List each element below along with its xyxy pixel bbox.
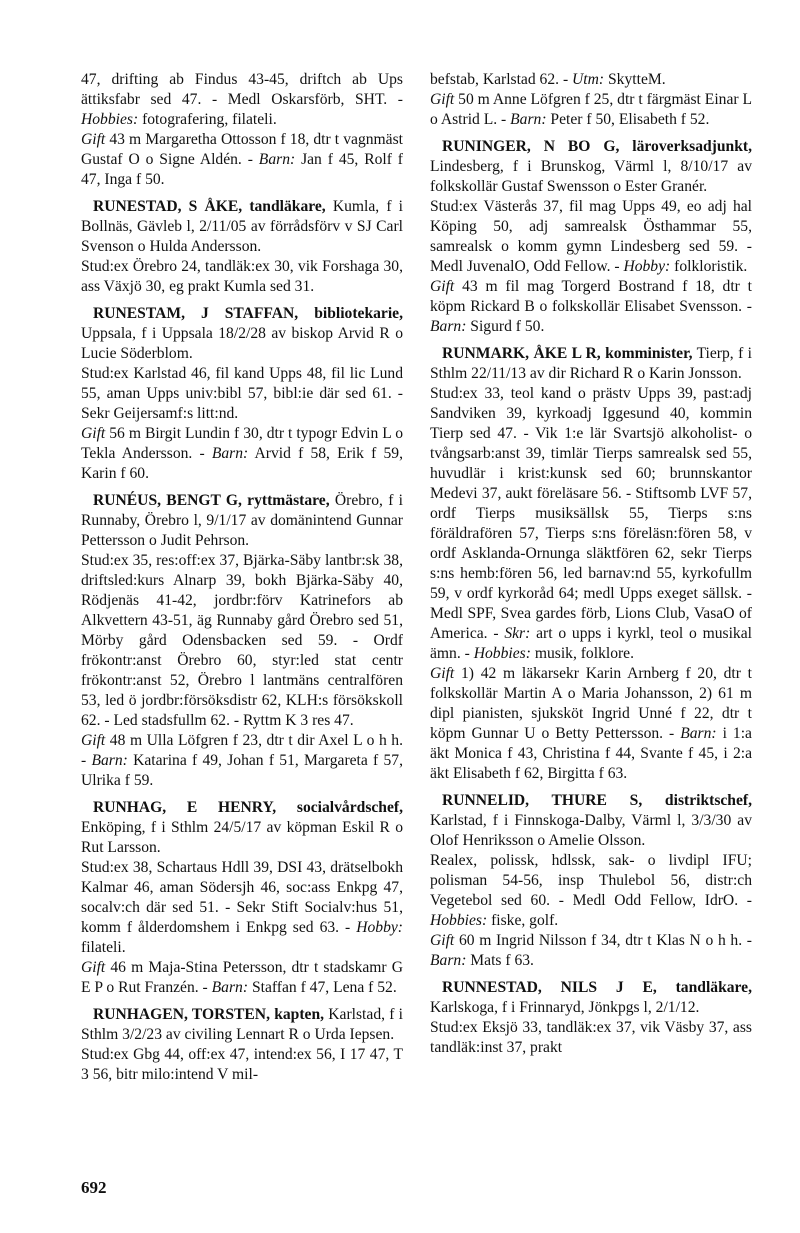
entry-paragraph bbox=[430, 90, 752, 130]
entry-text: art o upps i kyrkl, teol o musikal ämn. - bbox=[430, 625, 752, 662]
biography-entry bbox=[430, 791, 752, 971]
entry-paragraph bbox=[430, 384, 752, 664]
entry-paragraph bbox=[430, 70, 752, 90]
entry-text: Enköping, f i Sthlm 24/5/17 av köpman Eskil R o Rut Larsson. bbox=[81, 819, 403, 856]
entry-paragraph bbox=[81, 364, 403, 424]
biography-entry bbox=[81, 1005, 403, 1085]
right-column bbox=[430, 70, 752, 1065]
entry-paragraph bbox=[81, 798, 403, 858]
entry-text: 1) 42 m läkarsekr Karin Arnberg f 20, dtr t folkskollär Martin A o Maria Johansson, 2) 61 m dipl pianisten, sjuksköt Ingrid Unné f 22, dtr t köpm Gunnar U o Betty Pettersson. - bbox=[430, 665, 752, 742]
entry-text: Stud:ex Örebro 24, tandläk:ex 30, vik Forshaga 30, ass Växjö 30, eg prakt Kumla sed 31. bbox=[81, 258, 403, 295]
entry-text: Stud:ex Eksjö 33, tandläk:ex 37, vik Väsby 37, ass tandläk:inst 37, prakt bbox=[430, 1019, 752, 1056]
page-number: 692 bbox=[81, 1178, 107, 1197]
entry-text: filateli. bbox=[81, 939, 126, 956]
entry-paragraph bbox=[81, 1045, 403, 1085]
entry-paragraph bbox=[81, 731, 403, 791]
entry-text: 46 m Maja-Stina Petersson, dtr t stadskamr G E P o Rut Franzén. - bbox=[81, 959, 403, 996]
italic-label: Hobbies: bbox=[430, 912, 488, 929]
entry-paragraph bbox=[81, 424, 403, 484]
italic-label: Gift bbox=[430, 278, 455, 295]
entry-text: 47, drifting ab Findus 43-45, driftch ab Ups ättiksfabr sed 47. - Medl Oskarsförb, SHT. - bbox=[81, 71, 403, 108]
entry-title: läroverksadjunkt, bbox=[619, 138, 752, 155]
entry-text: Stud:ex Karlstad 46, fil kand Upps 48, fil lic Lund 55, aman Upps univ:bibl 57, bibl:ie där sed 61. - Sekr Geijersamf:s litt:nd. bbox=[81, 365, 403, 422]
entry-paragraph bbox=[81, 858, 403, 958]
italic-label: Gift bbox=[430, 665, 455, 682]
italic-label: Gift bbox=[430, 932, 455, 949]
entry-text: musik, folklore. bbox=[530, 645, 635, 662]
entry-text: Arvid f 58, Erik f 59, Karin f 60. bbox=[81, 445, 403, 482]
italic-label: Utm: bbox=[572, 71, 605, 88]
carry-over-entry bbox=[81, 70, 403, 190]
entry-paragraph bbox=[81, 958, 403, 998]
entry-paragraph bbox=[81, 551, 403, 731]
entry-paragraph bbox=[430, 137, 752, 197]
entry-paragraph bbox=[430, 664, 752, 784]
entry-paragraph bbox=[430, 277, 752, 337]
italic-label: Barn: bbox=[211, 445, 249, 462]
entry-title: socialvårdschef, bbox=[276, 799, 403, 816]
entry-title: ryttmästare, bbox=[241, 492, 330, 509]
entry-text: folkloristik. bbox=[670, 258, 748, 275]
italic-label: Gift bbox=[81, 425, 106, 442]
entry-text: Tierp, f i Sthlm 22/11/13 av dir Richard R o Karin Jonsson. bbox=[430, 345, 752, 382]
italic-label: Barn: bbox=[430, 952, 467, 969]
italic-label: Hobbies: bbox=[81, 111, 139, 128]
entry-text: Lindesberg, f i Brunskog, Värml l, 8/10/17 av folkskollär Gustaf Swensson o Ester Granér. bbox=[430, 158, 752, 195]
entry-headword: RUNNESTAD, NILS J E, bbox=[442, 979, 657, 996]
entry-text: fotografering, filateli. bbox=[138, 111, 277, 128]
entry-text: Karlstad, f i Sthlm 3/2/23 av civiling Lennart R o Urda Iepsen. bbox=[81, 1006, 404, 1043]
entry-text: 60 m Ingrid Nilsson f 34, dtr t Klas N o h h. - bbox=[454, 932, 752, 949]
entry-paragraph bbox=[81, 257, 403, 297]
entry-text: 48 m Ulla Löfgren f 23, dtr t dir Axel L o h h. - bbox=[81, 732, 403, 769]
entry-paragraph bbox=[430, 344, 752, 384]
italic-label: Barn: bbox=[430, 318, 467, 335]
entry-text: Stud:ex Gbg 44, off:ex 47, intend:ex 56, I 17 47, T 3 56, bitr milo:intend V mil- bbox=[81, 1046, 403, 1083]
entry-paragraph bbox=[430, 978, 752, 1018]
biography-entry bbox=[430, 344, 752, 784]
biography-entry bbox=[81, 491, 403, 791]
biography-entry bbox=[81, 798, 403, 998]
entry-text: Sigurd f 50. bbox=[466, 318, 545, 335]
italic-label: Barn: bbox=[91, 752, 128, 769]
entry-text: Staffan f 47, Lena f 52. bbox=[248, 979, 397, 996]
italic-label: Gift bbox=[81, 732, 106, 749]
left-column bbox=[81, 70, 403, 1092]
entry-headword: RUNÉUS, BENGT G, bbox=[93, 492, 242, 509]
entry-paragraph bbox=[430, 1018, 752, 1058]
biography-entry bbox=[430, 137, 752, 337]
entry-text: 43 m Margaretha Ottosson f 18, dtr t vagnmäst Gustaf O o Signe Aldén. - bbox=[81, 131, 403, 168]
entry-text: Peter f 50, Elisabeth f 52. bbox=[546, 111, 710, 128]
entry-text: SkytteM. bbox=[604, 71, 666, 88]
italic-label: Barn: bbox=[211, 979, 249, 996]
italic-label: Gift bbox=[81, 959, 106, 976]
entry-paragraph bbox=[81, 491, 403, 551]
italic-label: Barn: bbox=[510, 111, 547, 128]
italic-label: Hobby: bbox=[356, 919, 403, 936]
entry-text: Stud:ex 38, Schartaus Hdll 39, DSI 43, drätselbokh Kalmar 46, aman Södersjh 46, soc:ass Enkpg 47, socalv:ch där sed 51. - Sekr Stift Socialv:hus 51, komm f ålderdomshem i Enkpg sed 63. - bbox=[81, 859, 403, 936]
entry-text: Uppsala, f i Uppsala 18/2/28 av biskop Arvid R o Lucie Söderblom. bbox=[81, 325, 403, 362]
entry-paragraph bbox=[81, 304, 403, 364]
entry-text: 56 m Birgit Lundin f 30, dtr t typogr Edvin L o Tekla Andersson. - bbox=[81, 425, 403, 462]
entry-title: tandläkare, bbox=[242, 198, 326, 215]
entry-paragraph bbox=[81, 130, 403, 190]
entry-title: kapten, bbox=[269, 1006, 325, 1023]
entry-paragraph bbox=[81, 1005, 403, 1045]
entry-headword: RUNHAG, E HENRY, bbox=[93, 799, 277, 816]
entry-text: Kumla, f i Bollnäs, Gävleb l, 2/11/05 av förrådsförv v SJ Carl Svenson o Hulda Andersson. bbox=[81, 198, 404, 255]
entry-headword: RUNNELID, THURE S, bbox=[442, 792, 643, 809]
carry-over-entry bbox=[430, 70, 752, 130]
biography-entry bbox=[81, 197, 403, 297]
entry-text: Realex, polissk, hdlssk, sak- o livdipl IFU; polisman 54-56, insp Thulebol 56, distr:ch Vegetebol sed 60. - Medl Odd Fellow, IdrO. - bbox=[430, 852, 752, 909]
italic-label: Gift bbox=[430, 91, 455, 108]
entry-headword: RUNINGER, N BO G, bbox=[442, 138, 620, 155]
entry-text: i 1:a äkt Monica f 43, Christina f 44, Svante f 45, i 2:a äkt Elisabeth f 62, Birgitta f 63. bbox=[430, 725, 752, 782]
entry-text: 50 m Anne Löfgren f 25, dtr t färgmäst Einar L o Astrid L. - bbox=[430, 91, 752, 128]
italic-label: Hobbies: bbox=[473, 645, 531, 662]
entry-text: Jan f 45, Rolf f 47, Inga f 50. bbox=[81, 151, 403, 188]
entry-paragraph bbox=[81, 197, 403, 257]
entry-text: Stud:ex 33, teol kand o prästv Upps 39, past:adj Sandviken 39, kyrkoadj Iggesund 40, kommin Tierp sed 47. - Vik 1:e lär Svartsjö alkoholist- o tvångsarb:anst 39, timlär Tierps samrealsk sed 55, huvudlär i krist:kunsk sed 60; brunnskantor Medevi 37, aukt föreläsare 56. - Stiftsomb LVF 57, ordf Tierps musiksällsk 55, Tierps s:ns föräldrafören 57, Tierps s:ns föreläsn:fören 58, v ordf Asklanda-Ornunga släktfören 62, sekr Tierps s:ns hemb:fören 56, led barnav:nd 55, kyrkofullm 59, v ordf kyrkoråd 64; medl Upps exeget sällsk. - Medl SPF, Svea gardes förb, Lions Club, VasaO of America. - bbox=[430, 385, 752, 642]
entry-text: 43 m fil mag Torgerd Bostrand f 18, dtr t köpm Rickard B o folkskollär Elisabet Svensson. - bbox=[430, 278, 752, 315]
biography-entry bbox=[430, 978, 752, 1058]
entry-text: Mats f 63. bbox=[466, 952, 534, 969]
biography-entry bbox=[81, 304, 403, 484]
italic-label: Barn: bbox=[258, 151, 296, 168]
entry-text: Katarina f 49, Johan f 51, Margareta f 57, Ulrika f 59. bbox=[81, 752, 403, 789]
entry-paragraph bbox=[430, 197, 752, 277]
italic-label: Gift bbox=[81, 131, 106, 148]
entry-paragraph bbox=[430, 851, 752, 931]
italic-label: Hobby: bbox=[623, 258, 671, 275]
entry-title: bibliotekarie, bbox=[298, 305, 403, 322]
entry-text: Stud:ex 35, res:off:ex 37, Bjärka-Säby lantbr:sk 38, driftsled:kurs Alnarp 39, bokh Bjärka-Säby 40, Rödjenäs 41-42, jordbr:förv Katrinefors ab Alkvettern 43-51, äg Runnaby gård Örebro sed 51, Mörby gård Odensbacken sed 59. - Ordf frökontr:anst Örebro 60, styr:led stat centr frökontr:anst 52, Örebro l lantmäns centralfören 53, led ö jordbr:försöksdistr 62, KLH:s försökskoll 62. - Led stadsfullm 62. - Ryttm K 3 res 47. bbox=[81, 552, 403, 729]
entry-title: distriktschef, bbox=[642, 792, 752, 809]
entry-text: befstab, Karlstad 62. - bbox=[430, 71, 573, 88]
italic-label: Skr: bbox=[504, 625, 531, 642]
entry-headword: RUNESTAD, S ÅKE, bbox=[93, 198, 243, 215]
entry-text: fiske, golf. bbox=[487, 912, 559, 929]
entry-title: komminister, bbox=[600, 345, 693, 362]
entry-paragraph bbox=[430, 791, 752, 851]
italic-label: Barn: bbox=[680, 725, 717, 742]
entry-title: tandläkare, bbox=[656, 979, 753, 996]
entry-paragraph bbox=[81, 70, 403, 130]
entry-text: Karlstad, f i Finnskoga-Dalby, Värml l, 3/3/30 av Olof Henriksson o Amelie Olsson. bbox=[430, 812, 752, 849]
entry-headword: RUNHAGEN, TORSTEN, bbox=[93, 1006, 270, 1023]
entry-paragraph bbox=[430, 931, 752, 971]
entry-text: Karlskoga, f i Frinnaryd, Jönkpgs l, 2/1/12. bbox=[430, 999, 700, 1016]
entry-headword: RUNESTAM, J STAFFAN, bbox=[93, 305, 299, 322]
entry-headword: RUNMARK, ÅKE L R, bbox=[442, 345, 601, 362]
entry-text: Stud:ex Västerås 37, fil mag Upps 49, eo adj hal Köping 50, adj samrealsk Östhammar 55, samrealsk o komm gymn Lindesberg sed 59. - Medl JuvenalO, Odd Fellow. - bbox=[430, 198, 752, 275]
entry-text: Örebro, f i Runnaby, Örebro l, 9/1/17 av domänintend Gunnar Pettersson o Judit Pehrson. bbox=[81, 492, 403, 549]
